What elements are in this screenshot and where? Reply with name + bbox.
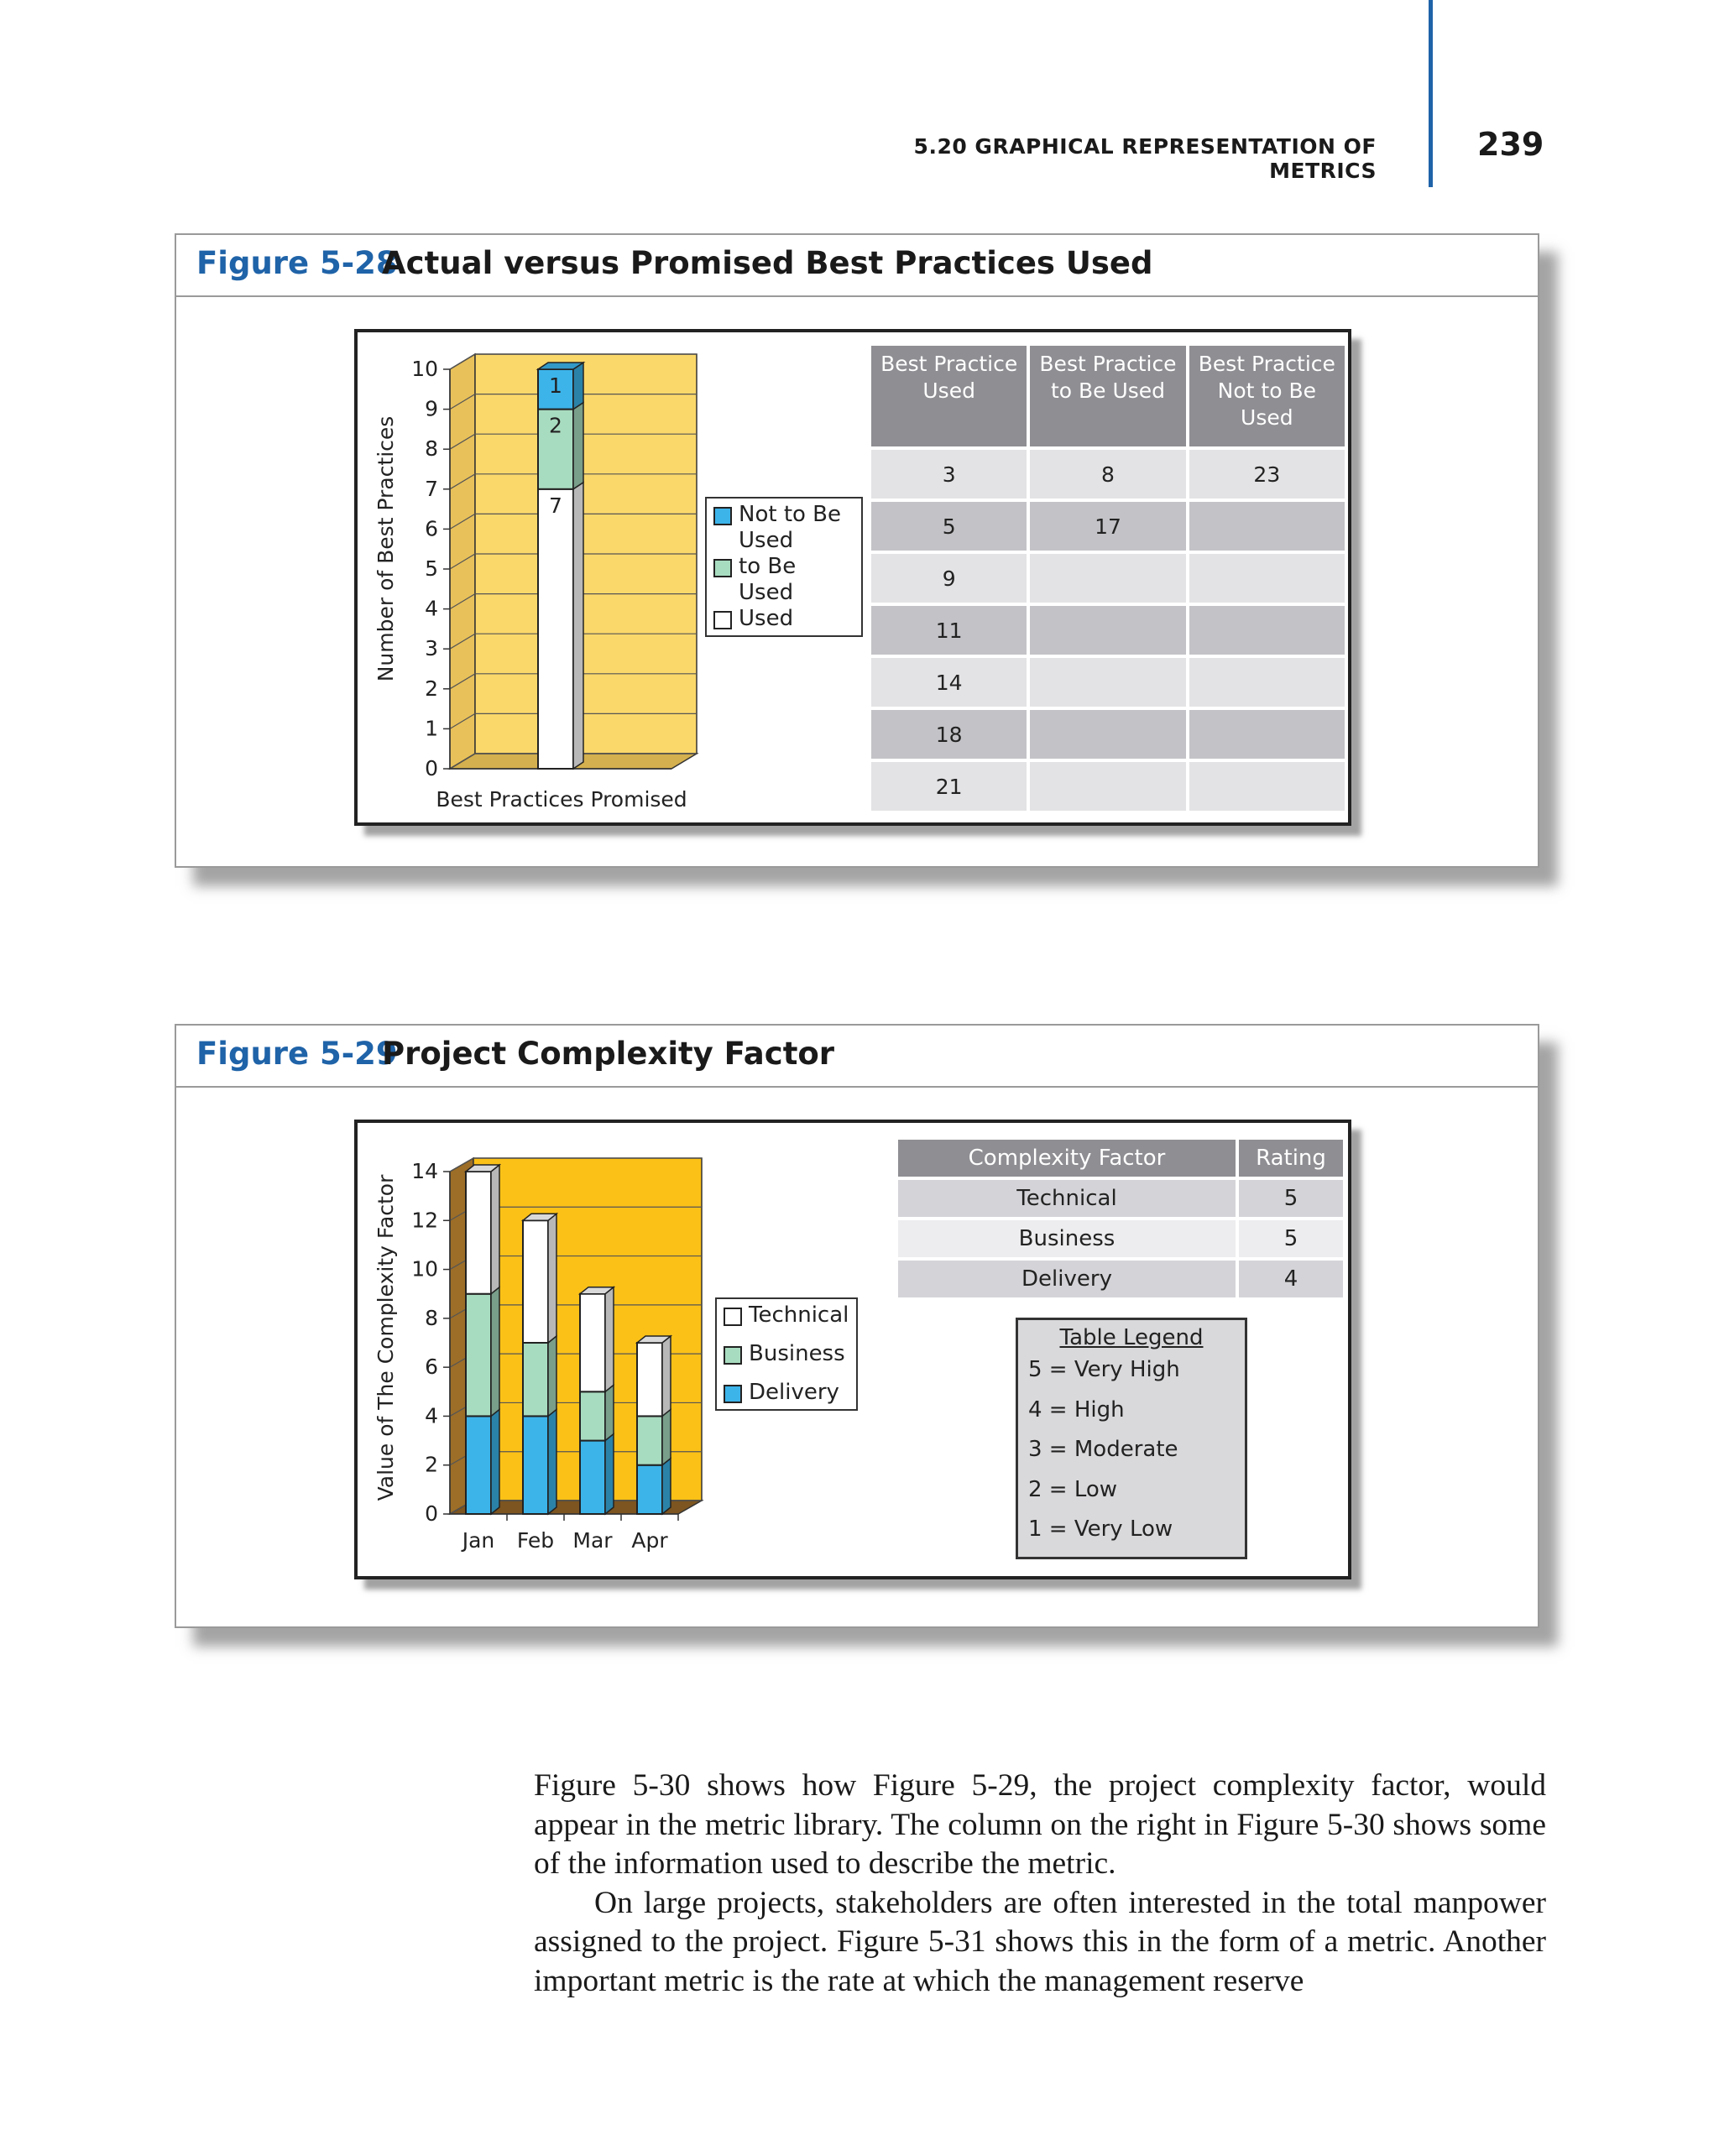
figure-5-28-panel (354, 329, 1351, 826)
y-tick-label: 2 (425, 1452, 438, 1477)
y-tick-label: 8 (425, 1305, 438, 1330)
x-tick-label: Mar (572, 1528, 613, 1553)
bar-segment-side (662, 1409, 671, 1464)
figure-5-29-title-bar (176, 1026, 1538, 1088)
table-row: 14 (871, 658, 1345, 707)
column-header: Best Practice Used (871, 346, 1027, 446)
bar-segment-side (573, 483, 583, 769)
y-tick-label: 9 (425, 396, 438, 421)
legend-item-delivery (724, 1380, 849, 1406)
table-row: 11 (871, 606, 1345, 655)
table-header-row (898, 1140, 1343, 1177)
bar-segment-label: 2 (549, 413, 562, 438)
y-tick-label: 10 (411, 357, 438, 381)
column-header: Rating (1239, 1140, 1343, 1177)
figure-5-28-number: Figure 5-28 (196, 245, 398, 281)
y-tick-label: 10 (411, 1256, 438, 1282)
y-tick-label: 3 (425, 636, 438, 661)
figure-5-29-title: Project Complexity Factor (382, 1036, 835, 1072)
bar-segment-side (662, 1459, 671, 1514)
best-practice-table (868, 342, 1348, 814)
bar-segment (523, 1343, 548, 1416)
chart-legend (705, 497, 863, 637)
column-header: Best Practice Not to Be Used (1189, 346, 1345, 446)
y-tick-label: 7 (425, 476, 438, 501)
bar-segment-side (548, 1336, 556, 1416)
legend-item-business (724, 1341, 849, 1367)
legend-label: Used (739, 606, 794, 631)
bar-segment-side (573, 403, 583, 489)
bar-segment (637, 1343, 662, 1416)
y-tick-label: 4 (425, 596, 438, 621)
table-row: 21 (871, 762, 1345, 811)
bar-segment-side (605, 1287, 614, 1392)
table-row: Business 5 (898, 1220, 1343, 1257)
y-axis-label: Number of Best Practices (374, 415, 398, 682)
table-legend-item: 5 = Very High (1028, 1357, 1180, 1382)
legend-label: Not to Be Used (739, 502, 842, 553)
bar-segment (637, 1465, 662, 1514)
figure-5-28-title-bar (176, 235, 1538, 297)
table-legend-item: 1 = Very Low (1028, 1517, 1173, 1542)
y-tick-label: 8 (425, 436, 438, 462)
y-tick-label: 5 (425, 556, 438, 581)
bar-segment-label: 1 (549, 373, 562, 398)
bar-segment-side (548, 1409, 556, 1514)
figure-5-29-frame (175, 1024, 1539, 1628)
column-header: Complexity Factor (898, 1140, 1236, 1177)
legend-item-not-to-be-used (713, 502, 854, 554)
table-legend-item: 4 = High (1028, 1396, 1125, 1423)
table-row: Technical 5 (898, 1180, 1343, 1217)
x-axis-label: Best Practices Promised (436, 787, 687, 812)
x-tick-label: Apr (631, 1528, 668, 1553)
header-rule (1429, 0, 1433, 187)
body-text (534, 1767, 1546, 2001)
y-tick-label: 1 (425, 716, 438, 741)
y-axis-label: Value of The Complexity Factor (374, 1174, 398, 1501)
table-row: 18 (871, 710, 1345, 759)
bar-segment (466, 1294, 491, 1417)
legend-swatch-green (713, 559, 732, 577)
table-legend-title: Table Legend (1059, 1325, 1204, 1350)
legend-swatch-green (724, 1346, 742, 1365)
y-tick-label: 0 (425, 1501, 438, 1526)
bar-segment (538, 489, 573, 769)
table-row: 5 17 (871, 502, 1345, 551)
bar-segment-side (605, 1385, 614, 1440)
bar-segment-side (548, 1214, 556, 1343)
page-number: 239 (1477, 126, 1544, 163)
bar-segment (580, 1391, 605, 1440)
y-tick-label: 2 (425, 676, 438, 701)
y-tick-label: 4 (425, 1403, 438, 1428)
paragraph: Figure 5-30 shows how Figure 5-29, the project complexity factor, would appear in the metric library. The column on the right in Figure 5-30 shows some of the information used to describe the metric. (534, 1768, 1546, 1881)
bar-segment (466, 1172, 491, 1294)
figure-5-29-number: Figure 5-29 (196, 1036, 398, 1072)
figure-5-28-title: Actual versus Promised Best Practices Used (382, 245, 1153, 281)
table-row: 3 8 23 (871, 450, 1345, 499)
complexity-table (895, 1136, 1346, 1301)
bar-segment-side (491, 1409, 499, 1514)
running-header-title: 5.20 GRAPHICAL REPRESENTATION OF METRICS (913, 134, 1377, 183)
table-legend (1016, 1318, 1247, 1559)
legend-label: to Be Used (739, 554, 797, 605)
paragraph: On large projects, stakeholders are often interested in the total manpower assigned to the project. Figure 5-31 shows this in the form of a metric. Another important metric is the rate at which the management reserve (534, 1885, 1546, 1998)
y-tick-label: 6 (425, 516, 438, 541)
x-tick-label: Feb (516, 1528, 555, 1553)
legend-label: Technical (749, 1302, 849, 1328)
y-tick-label: 0 (425, 756, 438, 780)
table-row: Delivery 4 (898, 1261, 1343, 1297)
column-header: Best Practice to Be Used (1030, 346, 1185, 446)
table-legend-item: 2 = Low (1028, 1476, 1118, 1502)
y-tick-label: 6 (425, 1355, 438, 1380)
table-header-row (871, 346, 1345, 446)
legend-swatch-blue (713, 507, 732, 525)
bar-segment-side (605, 1434, 614, 1514)
bar-segment-label: 7 (549, 493, 562, 518)
legend-swatch-blue (724, 1385, 742, 1403)
legend-swatch-white (713, 611, 732, 629)
bar-segment-side (491, 1287, 499, 1417)
figure-5-29-panel (354, 1120, 1351, 1579)
bar-segment (637, 1416, 662, 1464)
figure-5-28-frame (175, 233, 1539, 868)
legend-item-used (713, 606, 854, 632)
legend-item-to-be-used (713, 554, 854, 606)
legend-label: Delivery (749, 1380, 839, 1405)
legend-item-technical (724, 1302, 849, 1329)
x-tick-label: Jan (462, 1528, 495, 1553)
bar-segment (523, 1220, 548, 1343)
bar-segment (580, 1441, 605, 1514)
table-legend-item: 3 = Moderate (1028, 1437, 1178, 1462)
table-row: 9 (871, 554, 1345, 603)
y-tick-label: 14 (411, 1159, 438, 1183)
bar-segment (580, 1294, 605, 1392)
legend-label: Business (749, 1341, 845, 1366)
chart-legend (715, 1297, 858, 1411)
bar-segment (466, 1416, 491, 1514)
bar-segment-side (662, 1336, 671, 1416)
legend-swatch-white (724, 1308, 742, 1326)
bar-segment (523, 1416, 548, 1514)
y-tick-label: 12 (411, 1208, 438, 1233)
bar-segment-side (491, 1165, 499, 1294)
bar-segment-side (573, 363, 583, 410)
